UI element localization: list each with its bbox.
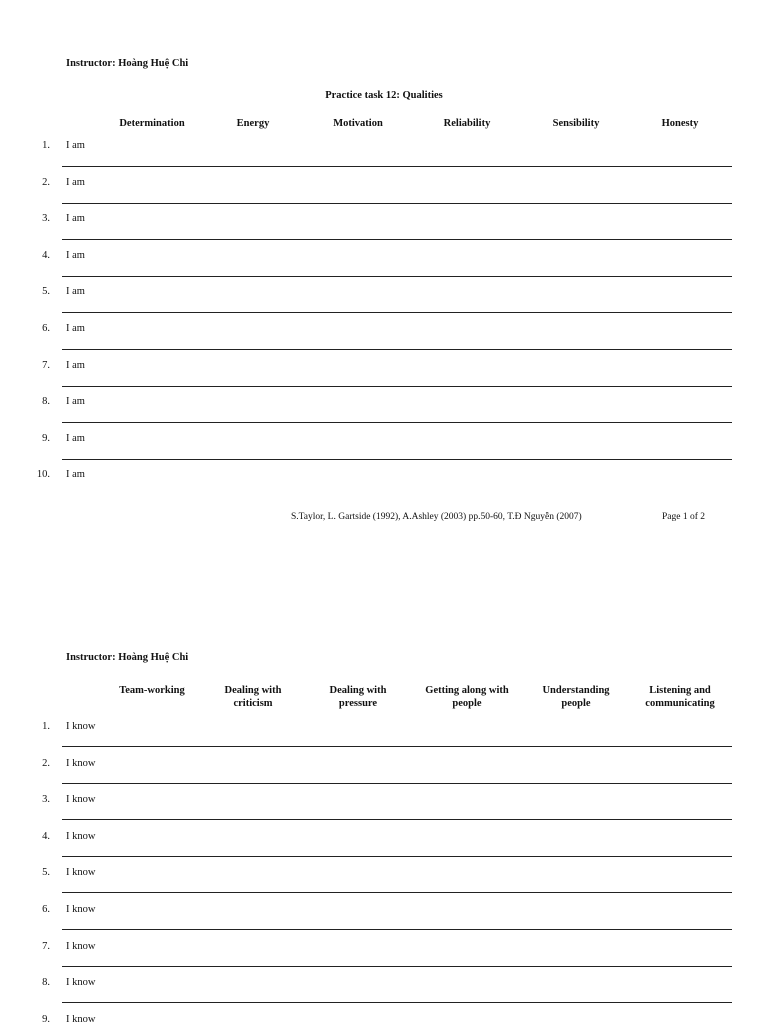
row-number: 2. [42, 757, 50, 769]
answer-line [62, 166, 732, 167]
answer-line [62, 276, 732, 277]
header-line: criticism [233, 698, 273, 709]
answer-line [62, 929, 732, 930]
row-number: 4. [42, 830, 50, 842]
row-number: 6. [42, 323, 50, 334]
row-prompt: I know [66, 940, 96, 952]
row-prompt: I am [66, 176, 85, 188]
row-number: 4. [42, 249, 50, 261]
header-line: Dealing with [329, 685, 387, 696]
answer-line [62, 1002, 732, 1003]
instructor-label-page2: Instructor: Hoàng Huệ Chi [66, 652, 189, 663]
column-header-reliability: Reliability [443, 118, 491, 129]
row-prompt: I know [66, 794, 96, 806]
row-number: 2. [42, 176, 50, 188]
answer-line [62, 386, 732, 387]
column-header-honesty: Honesty [661, 118, 699, 129]
row-number: 3. [42, 794, 50, 806]
row-prompt: I know [66, 867, 96, 879]
row-number: 8. [42, 396, 50, 408]
column-header-energy: Energy [236, 118, 270, 129]
answer-line [62, 459, 732, 460]
footer-citation: S.Taylor, L. Gartside (1992), A.Ashley (2003) pp.50-60, T.Đ Nguyễn (2007) [291, 512, 582, 522]
row-prompt: I am [66, 359, 85, 371]
column-header-determination: Determination [119, 118, 185, 129]
row-number: 5. [42, 286, 50, 298]
row-prompt: I am [66, 213, 85, 225]
row-prompt: I know [66, 830, 96, 842]
column-header-dealing-with-criticism [225, 684, 282, 710]
header-line: pressure [338, 698, 378, 709]
column-header-dealing-with-pressure [330, 684, 387, 710]
header-line: Listening and [649, 685, 711, 696]
column-header-understanding-people [542, 684, 609, 710]
column-header-sensibility: Sensibility [552, 118, 600, 129]
row-prompt: I know [66, 757, 96, 769]
row-prompt: I know [66, 904, 96, 915]
page-title: Practice task 12: Qualities [325, 90, 443, 101]
answer-line [62, 312, 732, 313]
row-prompt: I am [66, 432, 85, 444]
row-number: 9. [42, 432, 50, 444]
header-line: Understanding [542, 685, 610, 696]
row-number: 7. [42, 359, 50, 371]
row-prompt: I am [66, 249, 85, 261]
row-number: 9. [42, 1013, 50, 1025]
column-header-motivation: Motivation [333, 118, 383, 129]
answer-line [62, 746, 732, 747]
answer-line [62, 422, 732, 423]
row-number: 5. [42, 867, 50, 879]
row-number: 3. [42, 213, 50, 225]
header-line: Dealing with [224, 685, 282, 696]
row-prompt: I am [66, 469, 85, 481]
row-prompt: I am [66, 323, 85, 334]
header-line: Team-working [119, 685, 185, 696]
row-prompt: I know [66, 977, 96, 989]
row-number: 1. [42, 721, 50, 732]
instructor-label: Instructor: Hoàng Huệ Chi [66, 58, 189, 69]
answer-line [62, 892, 732, 893]
answer-line [62, 239, 732, 240]
row-prompt: I know [66, 721, 96, 732]
answer-line [62, 856, 732, 857]
row-number: 7. [42, 940, 50, 952]
answer-line [62, 966, 732, 967]
row-number: 1. [42, 140, 50, 151]
page-number: Page 1 of 2 [662, 512, 706, 522]
answer-line [62, 783, 732, 784]
answer-line [62, 203, 732, 204]
row-prompt: I am [66, 396, 85, 408]
header-line: people [561, 698, 591, 709]
answer-line [62, 819, 732, 820]
row-number: 8. [42, 977, 50, 989]
row-prompt: I am [66, 286, 85, 298]
header-line: Getting along with [425, 685, 509, 696]
column-header-getting-along-with-people [425, 684, 508, 710]
header-line: communicating [645, 698, 715, 709]
row-prompt: I know [66, 1013, 96, 1025]
row-number: 6. [42, 904, 50, 915]
answer-line [62, 349, 732, 350]
column-header-team-working [119, 684, 185, 697]
row-prompt: I am [66, 140, 85, 151]
column-header-listening-and-communicating [645, 684, 714, 710]
header-line: people [452, 698, 482, 709]
row-number: 10. [36, 469, 50, 481]
